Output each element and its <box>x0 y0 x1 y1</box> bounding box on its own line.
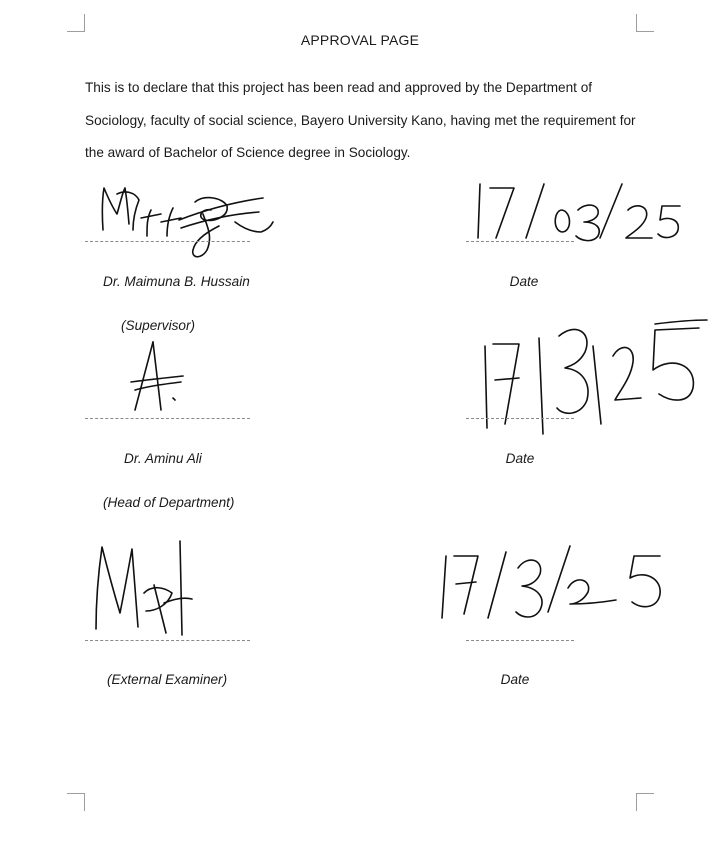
external-examiner-role: (External Examiner) <box>107 672 228 687</box>
hod-signature-line <box>85 418 250 419</box>
external-examiner-signature <box>88 535 200 637</box>
supervisor-signature <box>95 180 280 270</box>
supervisor-signature-line <box>85 241 250 242</box>
hod-date-label: Date <box>505 451 535 466</box>
supervisor-name: Dr. Maimuna B. Hussain <box>103 274 250 289</box>
hod-role: (Head of Department) <box>103 495 235 510</box>
declaration-paragraph: This is to declare that this project has been read and approved by the Department of Sociology, faculty of social science, Bayero University Kano, having met the requirement for the award of Bachelor of Science degree in Sociology. <box>85 80 636 160</box>
hod-name: Dr. Aminu Ali <box>124 451 202 466</box>
supervisor-date-label: Date <box>509 274 539 289</box>
external-examiner-date-label: Date <box>500 672 530 687</box>
supervisor-date-handwritten <box>470 180 690 250</box>
margin-corner-top-right <box>636 14 654 32</box>
page-title: APPROVAL PAGE <box>300 32 420 48</box>
hod-date-line <box>466 418 574 419</box>
supervisor-role: (Supervisor) <box>121 318 196 333</box>
supervisor-date-line <box>466 241 574 242</box>
margin-corner-bottom-right <box>636 793 654 811</box>
external-examiner-date-line <box>466 640 574 641</box>
hod-date-handwritten <box>475 316 715 438</box>
margin-corner-bottom-left <box>67 793 85 811</box>
hod-signature <box>125 338 195 418</box>
margin-corner-top-left <box>67 14 85 32</box>
external-examiner-date-handwritten <box>438 538 673 624</box>
external-examiner-signature-line <box>85 640 250 641</box>
